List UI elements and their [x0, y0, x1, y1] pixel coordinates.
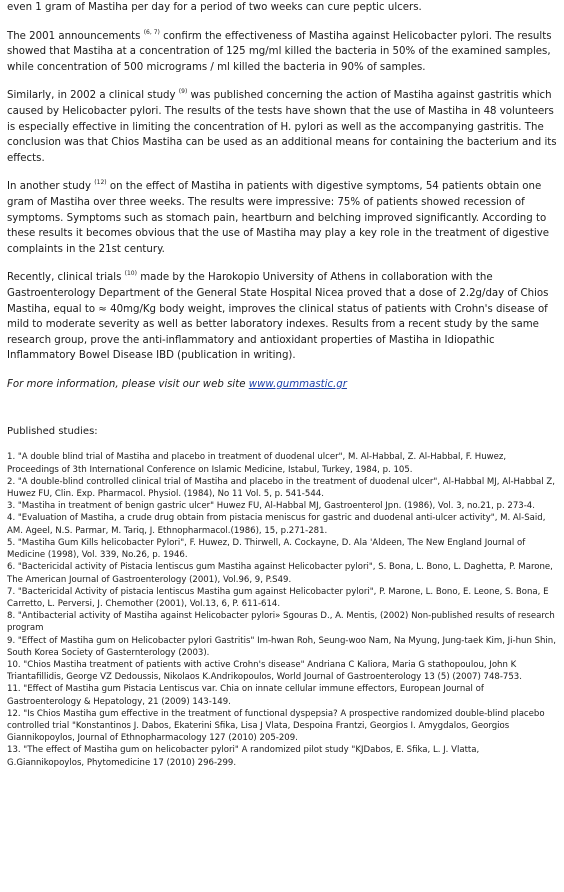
reference-marker: (10): [124, 270, 137, 278]
paragraph-text: confirm the effectiveness of Mastiha against Helicobacter pylori. The results showed that Mastiha at a concentration of 125 mg/ml killed the bacteria in 50% of the examined samples, while concentration of 500 micrograms / ml killed the bacteria in 90% of samples.: [7, 30, 552, 73]
paragraph-2001-announcements: [7, 29, 559, 76]
reference-marker: (12): [94, 179, 107, 187]
reference-item: 6. "Bactericidal activity of Pistacia lentiscus gum Mastiha against Helicobacter pylori", S. Bona, L. Bono, L. Daghetta, P. Marone, The American Journal of Gastroenterology (2001), Vol.96, 9, P.S49.: [7, 562, 553, 585]
reference-item: 2. "A double-blind controlled clinical trial of Mastiha and placebo in the treatment of duodenal ulcer", Al-Habbal MJ, Al-Habbal Z, Huwez FU, Clin. Exp. Pharmacol. Physiol. (1984), No 11 Vol. 5, p. 541-544.: [7, 476, 555, 500]
reference-item: 1. "A double blind trial of Mastiha and placebo in treatment of duodenal ulcer", M. Al-Habbal, Z. Al-Habbal, F. Huwez, Proceedings of 3th International Conference on Islamic Medicine, Istabul, Turkey, 1984, p. 105.: [7, 452, 507, 475]
reference-marker: (6, 7): [143, 28, 160, 36]
paragraph-text: was published concerning the action of Mastiha against gastritis which caused by Helicobacter pylori. The results of the tests have shown that the use of Mastiha in 48 volunteers is especially effective in limiting the concentration of H. pylori as well as the accompanying gastritis. The conclusion was that Chios Mastiha can be used as an additional means for containing the bacterium and its effects.: [7, 90, 557, 164]
reference-item: 4. "Evaluation of Mastiha, a crude drug obtain from pistacia meniscus for gastric and duodenal anti-ulcer activity", M. Al-Said, AM. Ageel, N.S. Parmar, M. Tariq, J. Ethnopharmacol.(1986), 15, p.271-281.: [7, 513, 546, 536]
reference-marker: (9): [178, 88, 188, 96]
paragraph-2002-study: [7, 88, 559, 166]
reference-item: 3. "Mastiha in treatment of benign gastric ulcer" Huwez FU, Al-Habbal MJ, Gastroenterol Jpn. (1986), Vol. 3, no.21, p. 273-4.: [7, 501, 535, 512]
reference-item: 12. "Is Chios Mastiha gum effective in the treatment of functional dyspepsia? A prospective randomized double-blind placebo controlled trial "Konstantinos J. Dabos, Ekaterini Sfika, Lisa J Vlata, Despoina Frantzi, Georgios I. Amygdalos, Georgios Giannikopoylos, Journal of Ethnopharmacology 127 (2010) 205-209.: [7, 708, 545, 744]
paragraph-intro: even 1 gram of Mastiha per day for a period of two weeks can cure peptic ulcers.: [7, 2, 422, 13]
paragraph-text: Similarly, in 2002 a clinical study: [7, 90, 179, 102]
more-info-text: For more information, please visit our web site: [7, 378, 249, 390]
paragraph-text: The 2001 announcements: [7, 30, 144, 42]
references-list: [7, 451, 559, 768]
website-link[interactable]: www.gummastic.gr: [248, 378, 347, 390]
reference-item: 10. "Chios Mastiha treatment of patients with active Crohn's disease" Andriana C Kaliora, Maria G stathopoulou, John K Triantafillidis, George VZ Dedoussis, Nikolaos K.Andrikopoulos, World Journal of Gastroenterology 13 (5) (2007) 748-753.: [7, 659, 522, 683]
more-info-line: [7, 377, 559, 393]
paragraph-digestive-study: [7, 179, 559, 257]
paragraph-text: on the effect of Mastiha in patients with digestive symptoms, 54 patients obtain one gram of Mastiha over three weeks. The results were impressive: 75% of patients showed recession of symptoms. Symptoms such as stomach pain, heartburn and belching improved significantly. According to these results it becomes obvious that the use of Mastiha may play a key role in the treatment of digestive complaints in the 21st century.: [7, 181, 550, 255]
reference-item: 8. "Antibacterial activity of Mastiha against Helicobacter pylori» Sgouras D., A. Mentis, (2002) Non-published results of research program: [7, 611, 555, 634]
reference-item: 13. "The effect of Mastiha gum on helicobacter pylori" A randomized pilot study "KJDabos, E. Sfika, L. J. Vlatta, G.Giannikopoylos, Phytomedicine 17 (2010) 296-299.: [7, 745, 480, 768]
reference-item: 7. "Bactericidal Activity of pistacia lentiscus Mastiha gum against Helicobacter pylori", P. Marone, L. Bono, E. Leone, S. Bona, E Carretto, L. Perversi, J. Chemother (2001), Vol.13, 6, P. 611-614.: [7, 586, 549, 609]
paragraph-text: made by the Harokopio University of Athens in collaboration with the Gastroenterology Department of the General State Hospital Nicea proved that a dose of 2.2g/day of Chios Mastiha, equal to ≈ 40mg/Kg body weight, improves the clinical status of patients with Crohn's disease of mild to moderate severity as well as better laboratory indexes. Results from a recent study by the same research group, prove the anti-inflammatory and antioxidant properties of Mastiha in Idiopathic Inflammatory Bowel Disease IBD (publication in writing).: [7, 272, 549, 362]
reference-item: 5. "Mastiha Gum Kills helicobacter Pylori", F. Huwez, D. Thirwell, A. Cockayne, D. Ala 'Aldeen, The New England Journal of Medicine (1998), Vol. 339, No.26, p. 1946.: [7, 537, 526, 561]
paragraph-clinical-trials: [7, 270, 559, 364]
published-studies-heading: Published studies:: [7, 426, 98, 438]
reference-item: 9. "Effect of Mastiha gum on Helicobacter pylori Gastritis" Im-hwan Roh, Seung-woo Nam, Na Myung, Jung-taek Kim, Ji-hun Shin, South Korea Society of Gasternterology (2003).: [7, 635, 556, 658]
reference-item: 11. "Effect of Mastiha gum Pistacia Lentiscus var. Chia on innate cellular immune effectors, European Journal of Gastroenterology & Hepatology, 21 (2009) 143-149.: [7, 684, 484, 707]
paragraph-text: Recently, clinical trials: [7, 272, 125, 284]
paragraph-text: In another study: [7, 181, 95, 193]
